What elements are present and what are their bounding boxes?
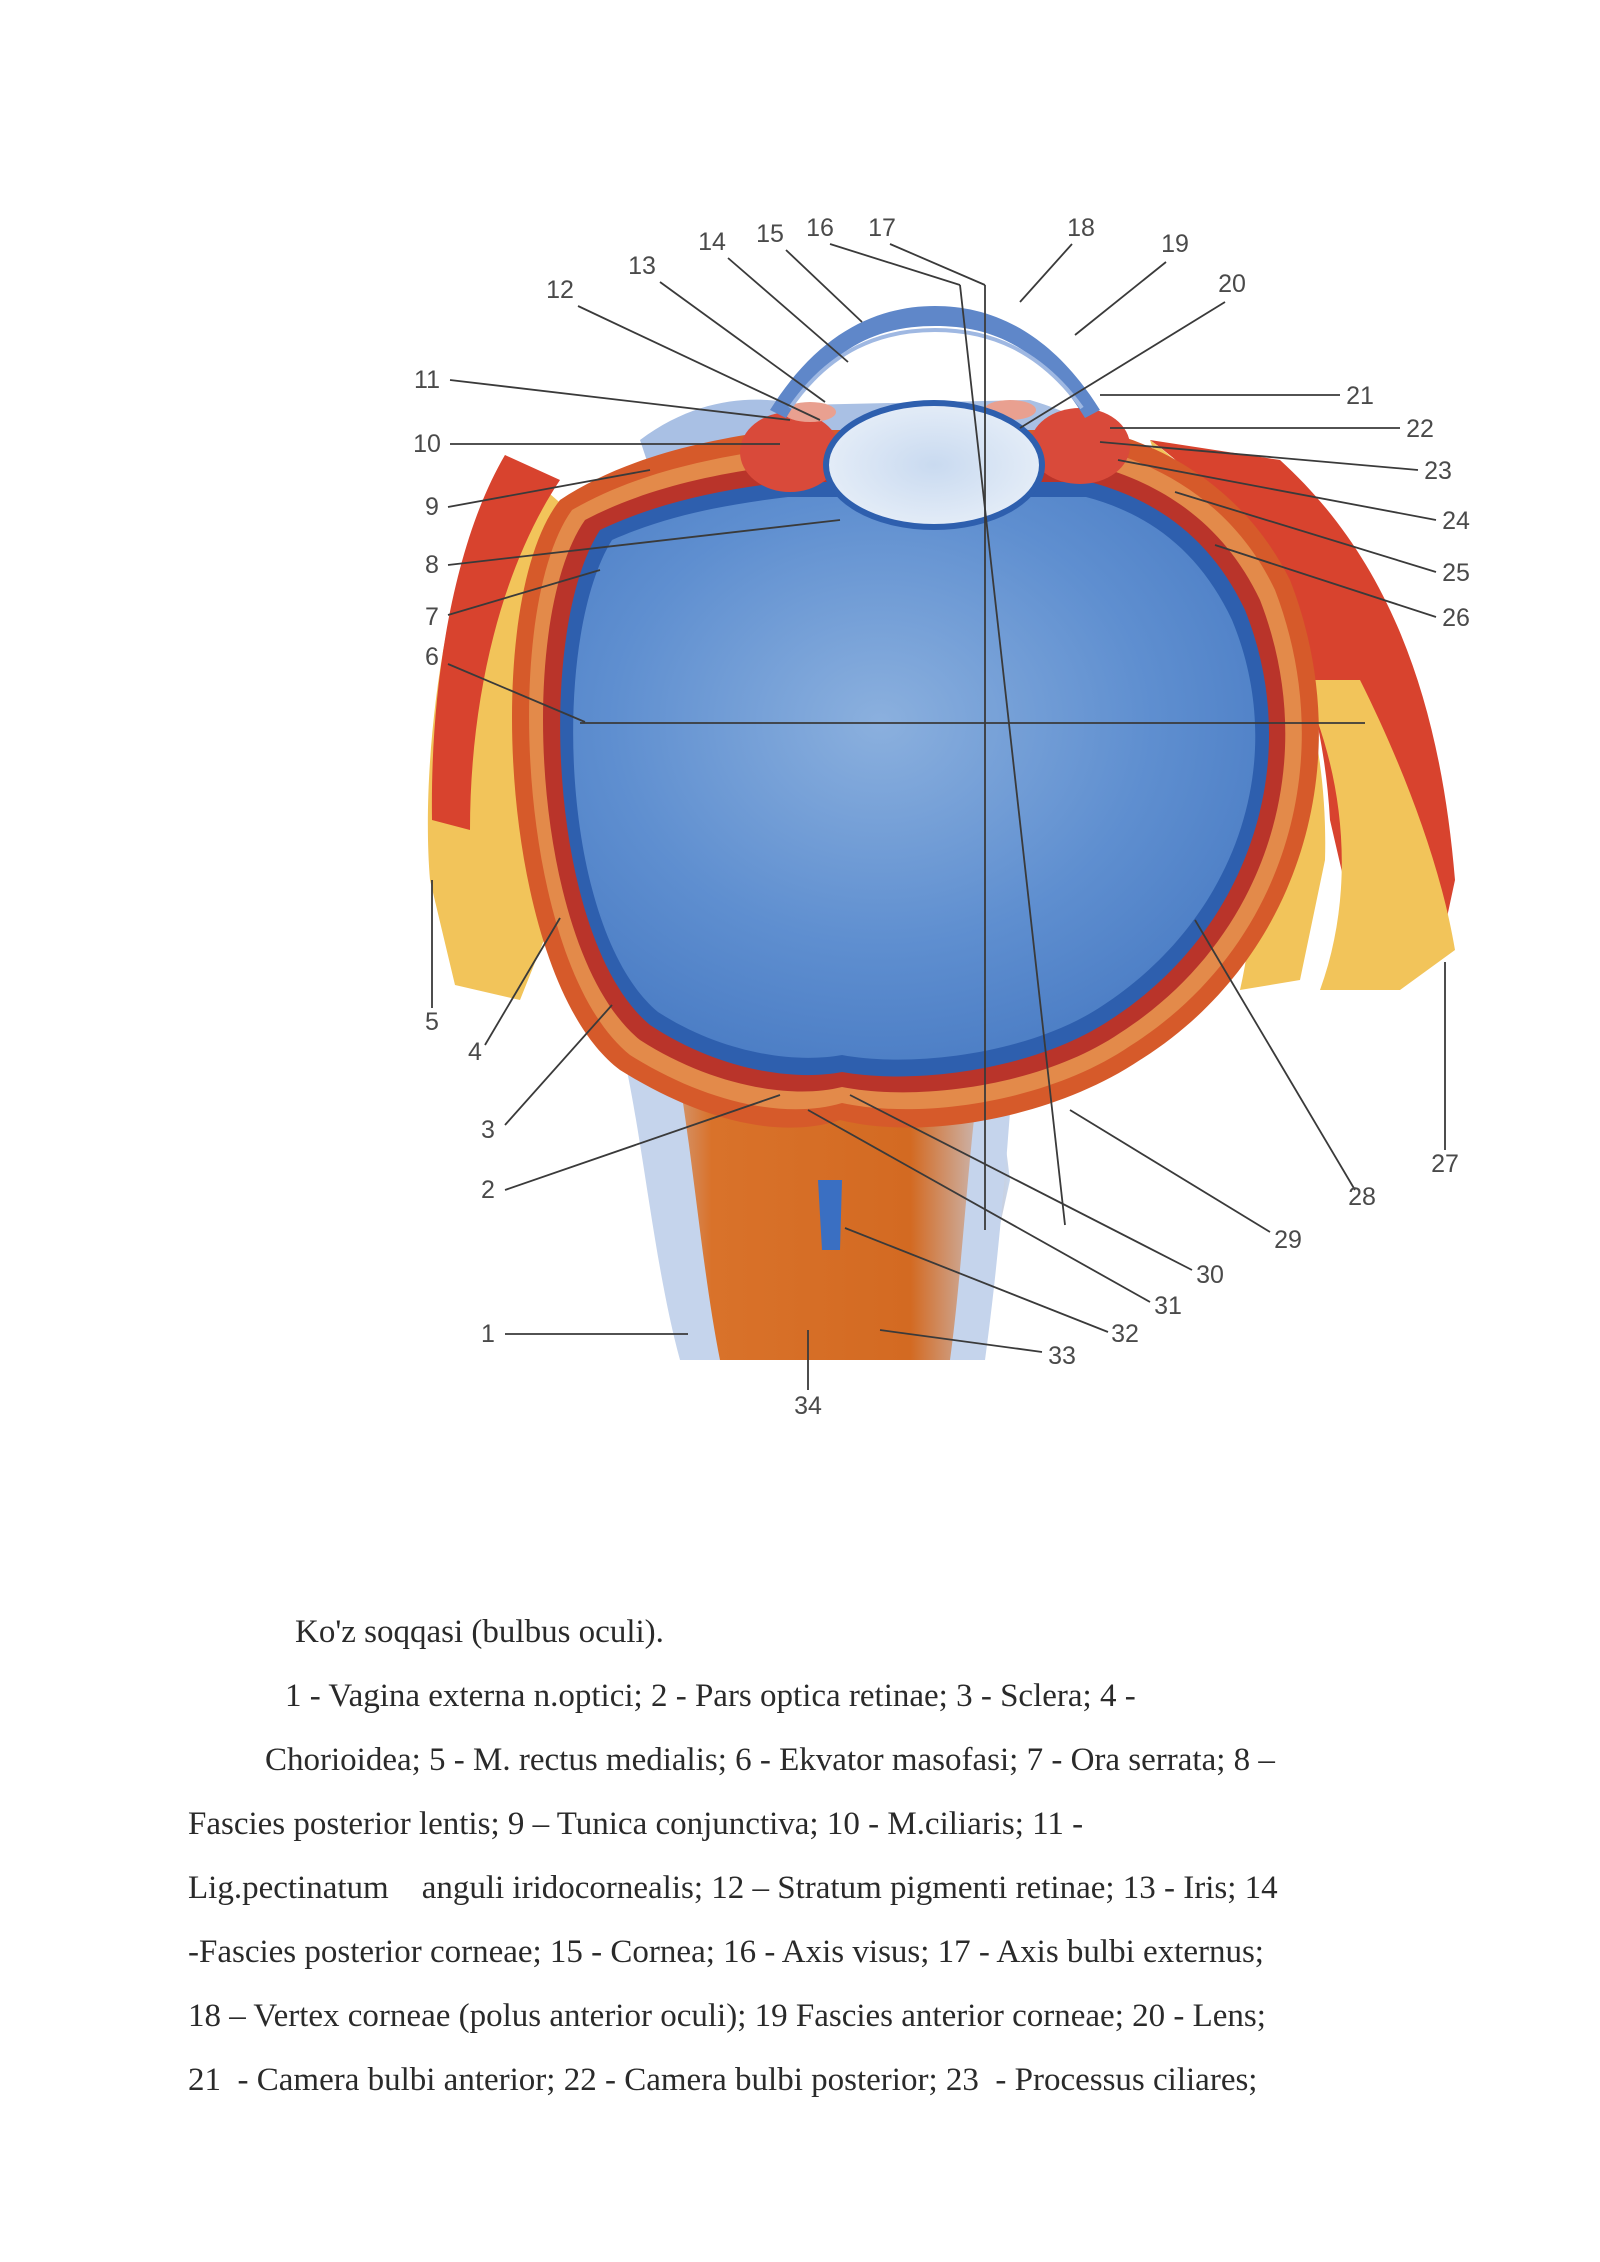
callout-number: 7: [425, 603, 439, 631]
leader-line: [505, 1005, 612, 1125]
leader-line: [1075, 262, 1166, 335]
leader-line: [578, 306, 820, 420]
callout-number: 25: [1442, 559, 1470, 587]
callout-number: 24: [1442, 507, 1470, 535]
callout-number: 3: [481, 1116, 495, 1144]
callout-number: 11: [414, 366, 440, 394]
caption-line: Chorioidea; 5 - M. rectus medialis; 6 - Ekvator masofasi; 7 - Ora serrata; 8 –: [265, 1742, 1275, 1778]
caption-line: Fascies posterior lentis; 9 – Tunica conjunctiva; 10 - M.ciliaris; 11 -: [188, 1806, 1084, 1842]
caption-line: -Fascies posterior corneae; 15 - Cornea; 16 - Axis visus; 17 - Axis bulbi externus;: [188, 1934, 1264, 1970]
callout-number: 16: [806, 214, 834, 242]
callout-number: 6: [425, 643, 439, 671]
callout-number: 26: [1442, 604, 1470, 632]
leader-line: [786, 250, 862, 322]
callout-number: 17: [868, 214, 896, 242]
ciliary-body-right: [1030, 408, 1130, 484]
caption-line: 1 - Vagina externa n.optici; 2 - Pars optica retinae; 3 - Sclera; 4 -: [285, 1678, 1136, 1714]
caption-line: Lig.pectinatum anguli iridocornealis; 12 – Stratum pigmenti retinae; 13 - Iris; 14: [188, 1870, 1278, 1906]
leader-line: [890, 244, 985, 285]
caption-line: 18 – Vertex corneae (polus anterior oculi); 19 Fascies anterior corneae; 20 - Lens;: [188, 1998, 1266, 2034]
callout-number: 30: [1196, 1261, 1224, 1289]
callout-number: 23: [1424, 457, 1452, 485]
callout-number: 2: [481, 1176, 495, 1204]
callout-number: 1: [481, 1320, 495, 1348]
callout-number: 34: [794, 1392, 822, 1420]
callout-number: 15: [756, 220, 784, 248]
leader-line: [728, 258, 848, 362]
lens: [826, 403, 1042, 527]
leader-line: [1070, 1110, 1270, 1232]
leader-line: [830, 244, 960, 285]
callout-number: 19: [1161, 230, 1189, 258]
callout-number: 21: [1346, 382, 1374, 410]
callout-number: 12: [546, 276, 574, 304]
callout-number: 5: [425, 1008, 439, 1036]
callout-number: 10: [413, 430, 441, 458]
callout-number: 13: [628, 252, 656, 280]
callout-number: 18: [1067, 214, 1095, 242]
caption-line: 21 - Camera bulbi anterior; 22 - Camera bulbi posterior; 23 - Processus ciliares;: [188, 2062, 1258, 2098]
callout-number: 8: [425, 551, 439, 579]
caption-title: Ko'z soqqasi (bulbus oculi).: [295, 1614, 664, 1650]
callout-number: 28: [1348, 1183, 1376, 1211]
leader-line: [1020, 244, 1072, 302]
callout-number: 14: [698, 228, 726, 256]
callout-number: 22: [1406, 415, 1434, 443]
callout-number: 4: [468, 1038, 482, 1066]
callout-number: 20: [1218, 270, 1246, 298]
callout-number: 33: [1048, 1342, 1076, 1370]
callout-number: 29: [1274, 1226, 1302, 1254]
leader-line: [450, 380, 790, 420]
ciliary-body-left: [740, 412, 840, 492]
callout-number: 9: [425, 493, 439, 521]
callout-number: 31: [1154, 1292, 1182, 1320]
callout-number: 32: [1111, 1320, 1139, 1348]
callout-number: 27: [1431, 1150, 1459, 1178]
